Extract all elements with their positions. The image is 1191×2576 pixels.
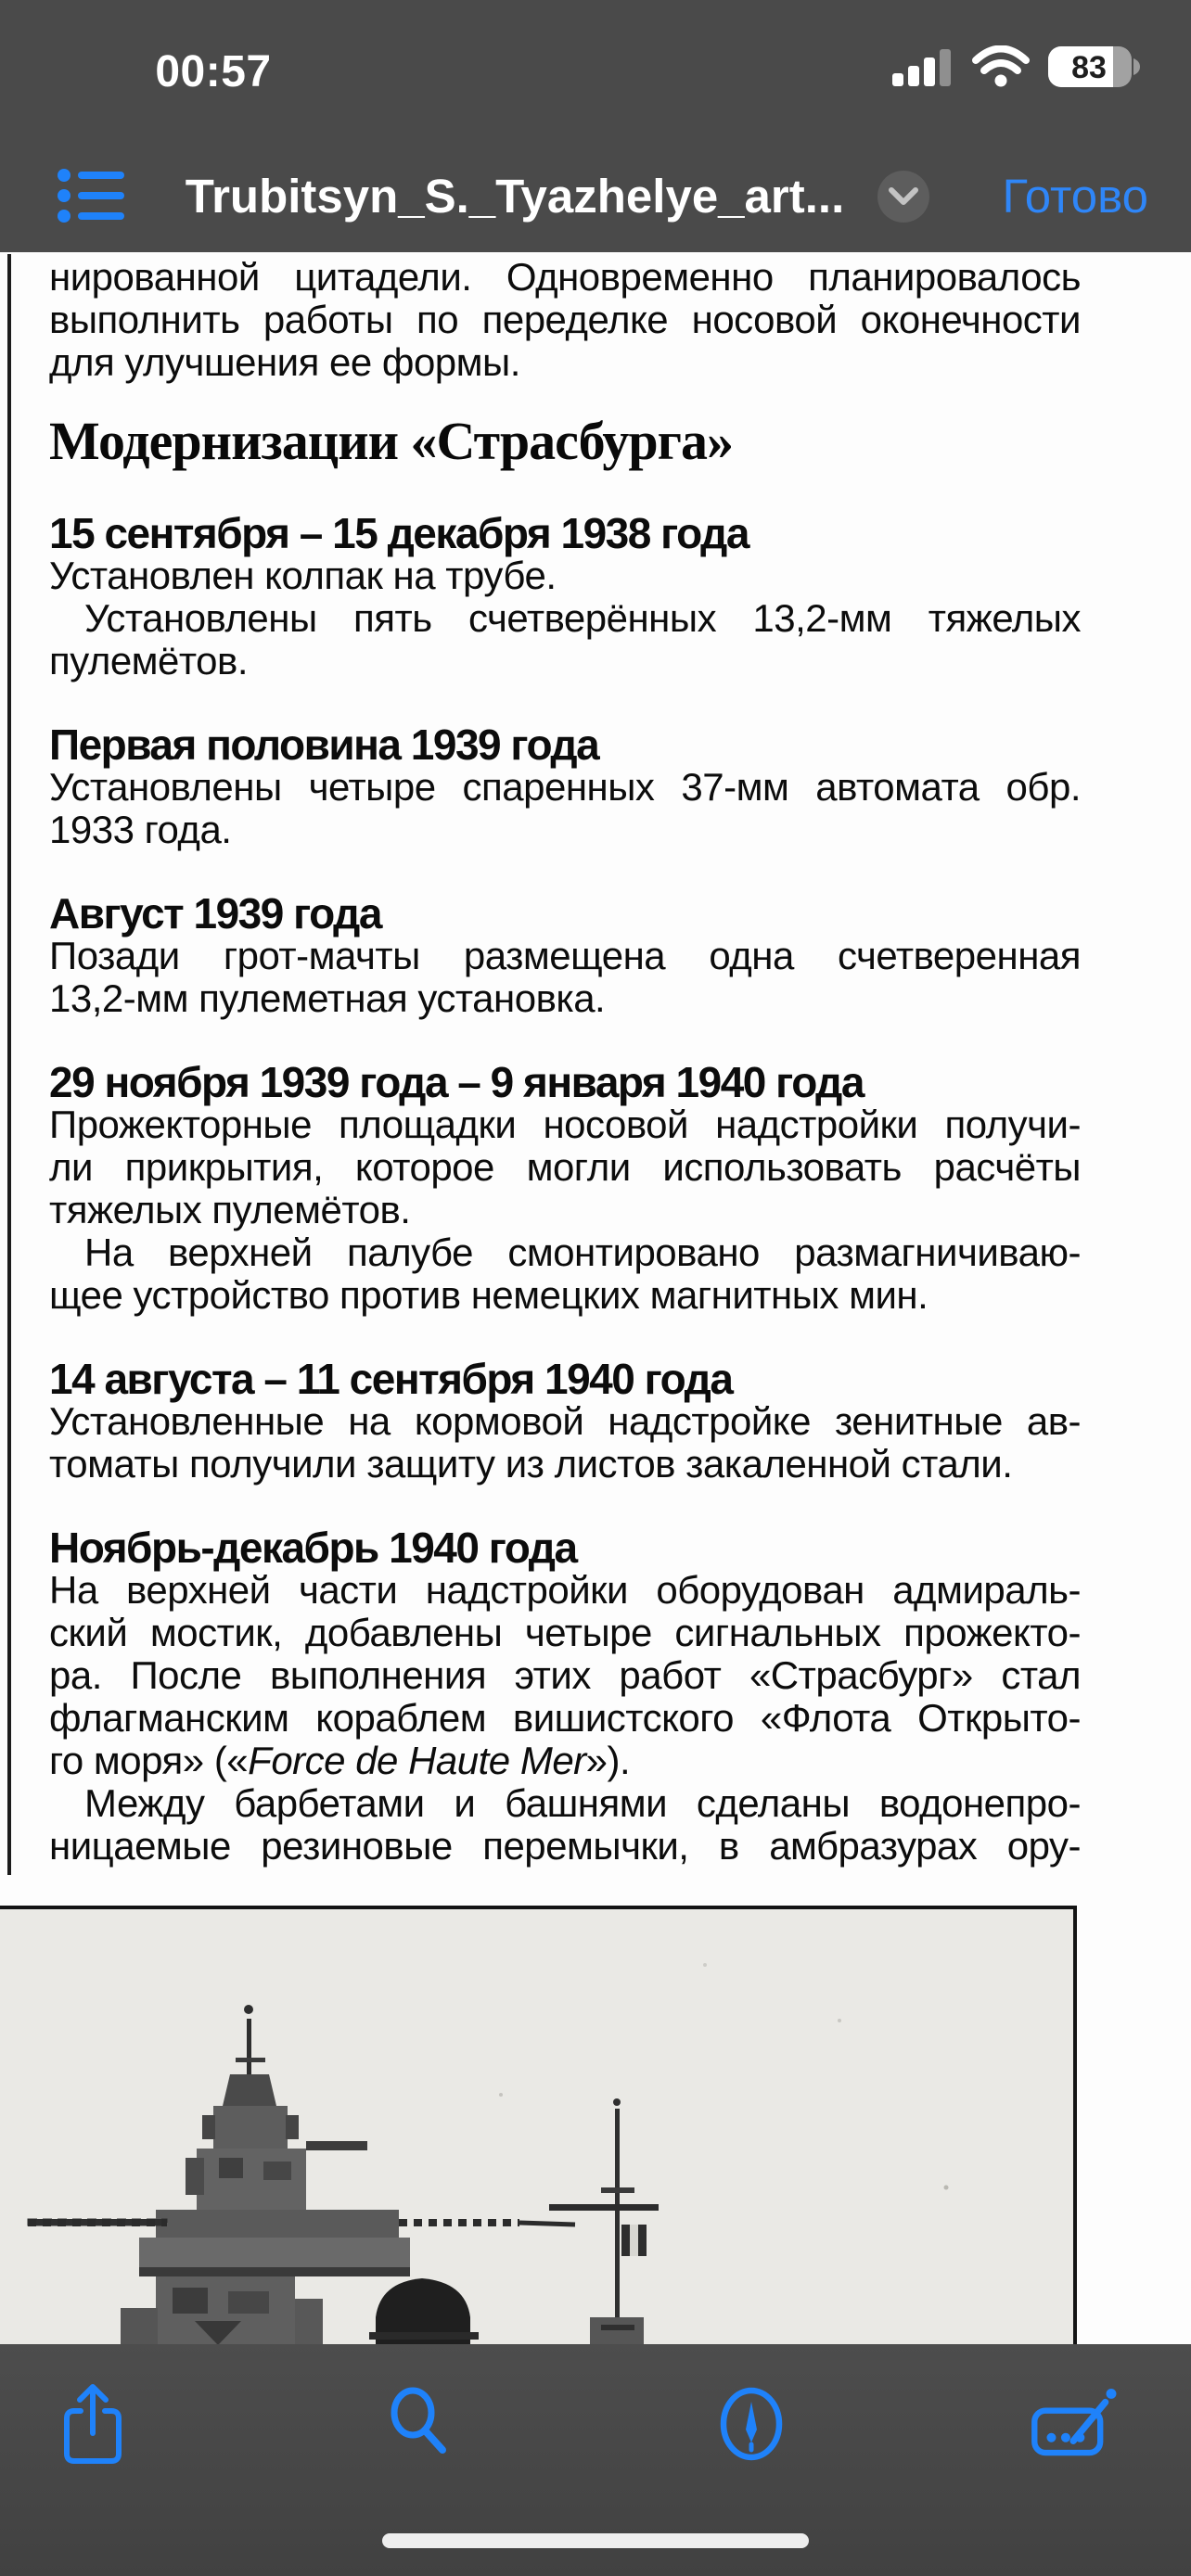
text-line: Установленные на кормовой надстройке зенитные ав- bbox=[49, 1399, 1081, 1443]
text-line: 13,2-мм пулеметная установка. bbox=[49, 976, 606, 1020]
heading: Август 1939 года bbox=[49, 889, 381, 937]
wifi-icon bbox=[972, 45, 1030, 93]
battery-percent: 83 bbox=[1071, 50, 1107, 85]
paragraph bbox=[49, 1231, 1081, 1317]
text-line: ский мостик, добавлены четыре сигнальных прожекто- bbox=[49, 1611, 1081, 1654]
text-line: ницаемые резиновые перемычки, в амбразурах ору- bbox=[49, 1824, 1081, 1868]
battery-icon bbox=[1048, 45, 1141, 94]
document-title: Trubitsyn_S._Tyazhelye_art... bbox=[185, 170, 845, 223]
chevron-down-icon[interactable] bbox=[877, 171, 929, 223]
text-line: 1933 года. bbox=[49, 808, 232, 851]
paragraph bbox=[49, 1782, 1081, 1868]
heading: Первая половина 1939 года bbox=[49, 721, 599, 769]
text-line: Установлены пять счетверённых 13,2-мм тяжелых bbox=[84, 596, 1081, 640]
document-content bbox=[49, 256, 1081, 1868]
paragraph bbox=[49, 555, 1081, 597]
paragraph bbox=[49, 766, 1081, 851]
paragraph bbox=[49, 256, 1081, 384]
text-line: для улучшения ее формы. bbox=[49, 340, 520, 384]
status-time: 00:57 bbox=[155, 47, 272, 96]
text-line: ра. После выполнения этих работ «Страсбург» стал bbox=[49, 1653, 1081, 1697]
paragraph bbox=[49, 1569, 1081, 1782]
signature-markup-icon[interactable] bbox=[1028, 2381, 1121, 2483]
done-button[interactable]: Готово bbox=[1002, 170, 1148, 223]
section-heading: Модернизации «Страсбурга» bbox=[49, 411, 733, 471]
status-icons bbox=[892, 45, 1141, 94]
document-page[interactable] bbox=[0, 252, 1191, 2344]
text-line: На верхней палубе смонтировано размагничиваю- bbox=[84, 1231, 1081, 1274]
heading: 14 августа – 11 сентября 1940 года bbox=[49, 1355, 733, 1403]
home-indicator[interactable] bbox=[382, 2533, 809, 2548]
cellular-signal-icon bbox=[892, 45, 954, 93]
heading: 15 сентября – 15 декабря 1938 года bbox=[49, 509, 749, 557]
text-line: щее устройство против немецких магнитных мин. bbox=[49, 1273, 928, 1317]
text-line: флагманским кораблем вишистского «Флота Открыто- bbox=[49, 1696, 1081, 1740]
paragraph bbox=[49, 1103, 1081, 1231]
page-edge-rule bbox=[7, 254, 11, 1875]
text-line: Установлен колпак на трубе. bbox=[49, 554, 557, 597]
text-line: нированной цитадели. Одновременно планировалось bbox=[49, 255, 1081, 299]
paragraph bbox=[49, 935, 1081, 1020]
text-line: тяжелых пулемётов. bbox=[49, 1188, 411, 1231]
list-icon[interactable] bbox=[58, 167, 128, 224]
text-line: Между барбетами и башнями сделаны водонепро- bbox=[84, 1781, 1081, 1825]
text-line: томаты получили защиту из листов закаленной стали. bbox=[49, 1442, 1013, 1486]
text-line: Установлены четыре спаренных 37-мм автомата обр. bbox=[49, 765, 1081, 809]
pen-circle-icon[interactable] bbox=[705, 2381, 798, 2483]
paragraph bbox=[49, 597, 1081, 682]
search-icon[interactable] bbox=[374, 2381, 467, 2483]
share-icon[interactable] bbox=[46, 2381, 139, 2483]
text-line: пулемётов. bbox=[49, 639, 249, 682]
text-line: Позади грот-мачты размещена одна счетверенная bbox=[49, 934, 1081, 977]
text-line: выполнить работы по переделке носовой оконечности bbox=[49, 298, 1081, 341]
heading: 29 ноября 1939 года – 9 января 1940 года bbox=[49, 1058, 864, 1106]
paragraph bbox=[49, 1400, 1081, 1486]
text-line: го моря» («Force de Haute Mer»). bbox=[49, 1739, 631, 1782]
text-line: На верхней части надстройки оборудован адмираль- bbox=[49, 1568, 1081, 1612]
battleship-photo bbox=[0, 1906, 1077, 2345]
text-line: ли прикрытия, которое могли использовать расчёты bbox=[49, 1145, 1081, 1189]
nav-bar bbox=[0, 156, 1191, 252]
chrome-top bbox=[0, 0, 1191, 252]
text-line: Прожекторные площадки носовой надстройки получи- bbox=[49, 1103, 1081, 1146]
heading: Ноябрь-декабрь 1940 года bbox=[49, 1524, 577, 1572]
